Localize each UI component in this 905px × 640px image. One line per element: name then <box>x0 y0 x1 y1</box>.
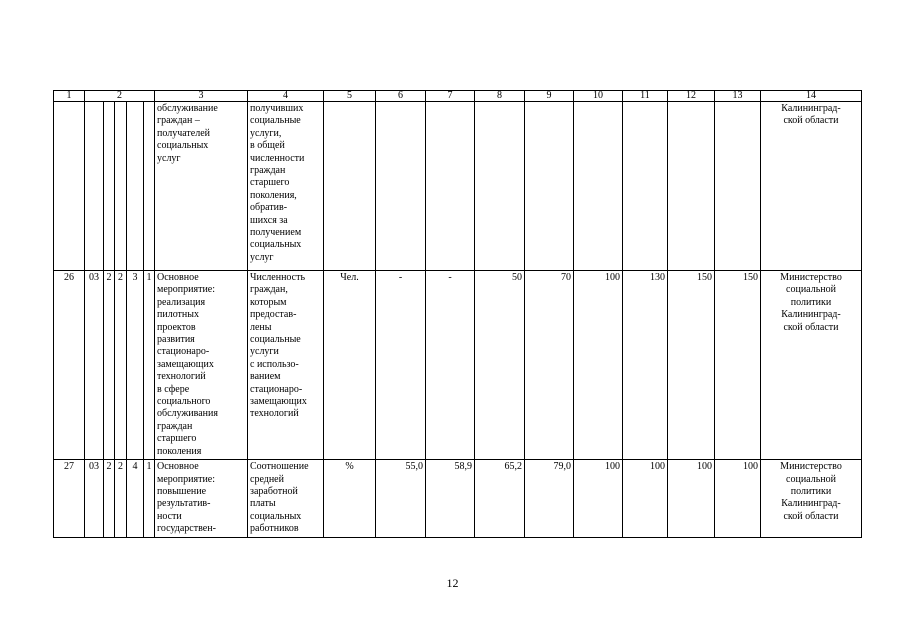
table-row-27 <box>54 460 862 537</box>
header-cell-5: 5 <box>324 91 376 102</box>
code-program: 03 <box>85 271 104 460</box>
page-number: 12 <box>446 576 459 590</box>
header-cell-8: 8 <box>475 91 525 102</box>
unit <box>324 102 376 271</box>
code-task: 2 <box>115 271 127 460</box>
value-col-6: 55,0 <box>376 460 426 537</box>
value-col-9: 70 <box>525 271 574 460</box>
value-col-7 <box>426 102 475 271</box>
event-name: Основное мероприятие: повышение результатив- ности государствен- <box>155 460 248 537</box>
indicator-name: получивших социальные услуги, в общей численности граждан старшего поколения, обратив- шихся за получением социальных услуг <box>248 102 324 271</box>
value-col-10 <box>574 102 623 271</box>
value-col-8: 65,2 <box>475 460 525 537</box>
value-col-6: - <box>376 271 426 460</box>
header-cell-7: 7 <box>426 91 475 102</box>
value-col-9: 79,0 <box>525 460 574 537</box>
header-cell-13: 13 <box>715 91 761 102</box>
header-cell-3: 3 <box>155 91 248 102</box>
header-cell-1: 1 <box>54 91 85 102</box>
code-event: 3 <box>127 271 144 460</box>
value-col-13: 150 <box>715 271 761 460</box>
value-col-13 <box>715 102 761 271</box>
code-event <box>127 102 144 271</box>
code-event: 4 <box>127 460 144 537</box>
indicator-name: Численность граждан, которым предостав- лены социальные услуги с использо- ванием стационаро- замещающих технологий <box>248 271 324 460</box>
value-col-12: 100 <box>668 460 715 537</box>
code-task <box>115 102 127 271</box>
header-cell-12: 12 <box>668 91 715 102</box>
indicators-table <box>53 90 862 538</box>
header-cell-6: 6 <box>376 91 426 102</box>
row-number: 27 <box>54 460 85 537</box>
table-row-continuation <box>54 102 862 271</box>
table-row-26 <box>54 271 862 460</box>
unit: Чел. <box>324 271 376 460</box>
value-col-6 <box>376 102 426 271</box>
value-col-11: 130 <box>623 271 668 460</box>
event-name: обслуживание граждан – получателей социальных услуг <box>155 102 248 271</box>
value-col-8: 50 <box>475 271 525 460</box>
header-cell-10: 10 <box>574 91 623 102</box>
value-col-11: 100 <box>623 460 668 537</box>
header-cell-9: 9 <box>525 91 574 102</box>
value-col-9 <box>525 102 574 271</box>
code-indicator: 1 <box>144 460 155 537</box>
code-program: 03 <box>85 460 104 537</box>
value-col-7: - <box>426 271 475 460</box>
code-task: 2 <box>115 460 127 537</box>
value-col-12 <box>668 102 715 271</box>
unit: % <box>324 460 376 537</box>
row-number <box>54 102 85 271</box>
code-indicator: 1 <box>144 271 155 460</box>
code-subprogram <box>104 102 115 271</box>
header-row <box>54 91 862 102</box>
code-subprogram: 2 <box>104 460 115 537</box>
value-col-13: 100 <box>715 460 761 537</box>
code-subprogram: 2 <box>104 271 115 460</box>
indicator-name: Соотношение средней заработной платы социальных работников <box>248 460 324 537</box>
code-program <box>85 102 104 271</box>
header-cell-14: 14 <box>761 91 862 102</box>
value-col-8 <box>475 102 525 271</box>
value-col-11 <box>623 102 668 271</box>
header-cell-2: 2 <box>85 91 155 102</box>
value-col-12: 150 <box>668 271 715 460</box>
responsible-executor: Министерство социальной политики Калининград- ской области <box>761 460 862 537</box>
code-indicator <box>144 102 155 271</box>
header-cell-11: 11 <box>623 91 668 102</box>
value-col-10: 100 <box>574 460 623 537</box>
event-name: Основное мероприятие: реализация пилотных проектов развития стационаро- замещающих технологий в сфере социального обслуживания граждан старшего поколения <box>155 271 248 460</box>
value-col-10: 100 <box>574 271 623 460</box>
value-col-7: 58,9 <box>426 460 475 537</box>
header-cell-4: 4 <box>248 91 324 102</box>
responsible-executor: Калининград- ской области <box>761 102 862 271</box>
row-number: 26 <box>54 271 85 460</box>
responsible-executor: Министерство социальной политики Калининград- ской области <box>761 271 862 460</box>
